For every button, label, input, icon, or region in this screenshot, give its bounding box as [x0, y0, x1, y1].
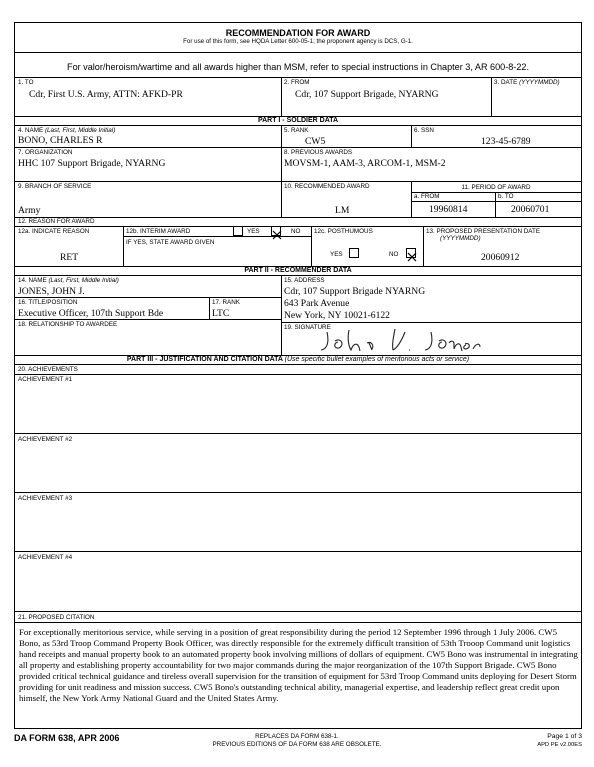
replaces-note: REPLACES DA FORM 638-1. — [255, 733, 339, 740]
citation-text[interactable]: For exceptionally meritorious service, while serving in a position of great responsibility during the period 12 September 1996 through 1 July 2006. CW5 Bono, as 53rd Troop Command Property Book Officer, was directly responsible for the extremely difficult transition of 53th Trooop Command unit logistics hand receipts and manual property book to an automated property book involving millions of dollars of equipment. CW5 Bono was instrumental in integrating all property and establishing property accountability for two major commands during the major reorganization of the 107th Support Brigade. CW5 Bono provided critical technical guidance and tireless overall supervision for the transition of equipment for 53rd Troop Command units deploying for Desert Storm providing for unit readiness and mission success. CW5 Bono's outstanding technical ability, managerial expertise, and leadership reflect great credit upon himself, the New York Army National Guard and the United States Army. — [19, 627, 578, 703]
date-label: 3. DATE (YYYYMMDD) — [494, 79, 560, 86]
position-field[interactable]: Executive Officer, 107th Support Bde — [18, 308, 164, 319]
branch-label: 9. BRANCH OF SERVICE — [18, 183, 92, 190]
achievement-3-label: ACHIEVEMENT #3 — [18, 495, 73, 502]
relationship-field[interactable] — [17, 329, 279, 353]
indicate-reason-label: 12a. INDICATE REASON — [18, 228, 90, 235]
achievement-3-field[interactable] — [17, 504, 579, 550]
form-version: APD PE v2.00ES — [537, 742, 582, 748]
ssn-field[interactable]: 123-45-6789 — [481, 136, 531, 147]
organization-label: 7. ORGANIZATION — [18, 149, 73, 156]
soldier-name-label: 4. NAME (Last, First, Middle Initial) — [18, 127, 116, 134]
address-line-3[interactable]: New York, NY 10021-6122 — [284, 310, 390, 321]
to-label: 1. TO — [18, 79, 34, 86]
posthumous-yes-checkbox[interactable] — [349, 248, 359, 258]
branch-field[interactable]: Army — [18, 205, 41, 216]
signature-label: 19. SIGNATURE — [284, 324, 331, 331]
address-line-1[interactable]: Cdr, 107 Support Brigade NYARNG — [284, 286, 426, 297]
form-id: DA FORM 638, APR 2006 — [14, 733, 120, 743]
achievements-label: 20. ACHIEVEMENTS — [18, 366, 78, 373]
recommender-name-field[interactable]: JONES, JOHN J. — [18, 286, 85, 297]
previous-awards-field[interactable]: MOVSM-1, AAM-3, ARCOM-1, MSM-2 — [284, 158, 446, 169]
interim-no-label: NO — [291, 228, 301, 235]
interim-given-label: IF YES, STATE AWARD GIVEN — [126, 239, 215, 246]
posthumous-no-label: NO — [389, 251, 399, 258]
period-from-label: a. FROM — [414, 193, 440, 200]
achievement-1-field[interactable] — [17, 385, 579, 431]
relationship-label: 18. RELATIONSHIP TO AWARDEE — [18, 321, 118, 328]
reason-label: 12. REASON FOR AWARD — [18, 218, 95, 225]
award-form — [14, 22, 582, 729]
achievement-2-field[interactable] — [17, 445, 579, 491]
interim-yes-checkbox[interactable] — [233, 226, 243, 236]
address-line-2[interactable]: 643 Park Avenue — [284, 298, 350, 309]
period-to-field[interactable]: 20060701 — [511, 204, 550, 215]
recommender-name-label: 14. NAME (Last, First, Middle Initial) — [18, 277, 119, 284]
posthumous-no-checkbox[interactable] — [406, 248, 416, 258]
presentation-date-hint: (YYYYMMDD) — [440, 235, 481, 242]
recommended-award-label: 10. RECOMMENDED AWARD — [284, 183, 370, 190]
recommender-rank-field[interactable]: LTC — [212, 308, 230, 319]
period-from-field[interactable]: 19960814 — [429, 204, 468, 215]
part2-title: PART II - RECOMMENDER DATA — [244, 267, 352, 274]
soldier-name-field[interactable]: BONO, CHARLES R — [18, 135, 103, 146]
posthumous-yes-label: YES — [330, 251, 343, 258]
period-to-label: b. TO — [498, 193, 514, 200]
to-field[interactable]: Cdr, First U.S. Army, ATTN: AFKD-PR — [29, 89, 183, 100]
achievement-4-field[interactable] — [17, 563, 579, 609]
interim-given-field[interactable] — [125, 247, 309, 265]
form-notice: For valor/heroism/wartime and all awards higher than MSM, refer to special instructions in Chapter 3, AR 600-8-22. — [67, 62, 529, 72]
date-field[interactable] — [494, 87, 578, 113]
organization-field[interactable]: HHC 107 Support Brigade, NYARNG — [18, 158, 166, 169]
address-label: 15. ADDRESS — [284, 277, 325, 284]
part1-title: PART I - SOLDIER DATA — [257, 117, 339, 124]
interim-no-checkbox[interactable] — [271, 226, 281, 236]
citation-label: 21. PROPOSED CITATION — [18, 614, 95, 621]
previous-awards-label: 8. PREVIOUS AWARDS — [284, 149, 353, 156]
from-label: 2. FROM — [284, 79, 310, 86]
achievement-4-label: ACHIEVEMENT #4 — [18, 554, 73, 561]
interim-yes-label: YES — [247, 228, 260, 235]
signature — [315, 323, 485, 355]
period-label: 11. PERIOD OF AWARD — [461, 184, 531, 191]
check-x-icon — [272, 230, 282, 240]
obsolete-note: PREVIOUS EDITIONS OF DA FORM 638 ARE OBSOLETE. — [212, 741, 382, 748]
indicate-reason-field[interactable]: RET — [60, 252, 79, 263]
recommended-award-field[interactable]: LM — [335, 205, 350, 216]
achievement-2-label: ACHIEVEMENT #2 — [18, 436, 73, 443]
ssn-label: 6. SSN — [414, 127, 434, 134]
rank-field[interactable]: CW5 — [305, 136, 326, 147]
check-x-icon — [407, 252, 417, 262]
presentation-date-field[interactable]: 20060912 — [481, 252, 520, 263]
form-title: RECOMMENDATION FOR AWARD — [225, 28, 371, 38]
presentation-date-label: 13. PROPOSED PRESENTATION DATE — [426, 228, 541, 235]
page-number: Page 1 of 3 — [547, 733, 582, 740]
achievement-1-label: ACHIEVEMENT #1 — [18, 376, 73, 383]
rank-label: 5. RANK — [284, 127, 309, 134]
position-label: 16. TITLE/POSITION — [18, 299, 78, 306]
form-subtitle: For use of this form, see HQDA Letter 600-05-1; the proponent agency is DCS, G-1. — [183, 38, 413, 45]
part3-title: PART III - JUSTIFICATION AND CITATION DATA (Use specific bullet examples of meritorious acts or service) — [126, 356, 470, 363]
from-field[interactable]: Cdr, 107 Support Brigade, NYARNG — [295, 89, 439, 100]
interim-award-label: 12b. INTERIM AWARD — [126, 228, 191, 235]
recommender-rank-label: 17. RANK — [212, 299, 240, 306]
posthumous-label: 12c. POSTHUMOUS — [314, 228, 373, 235]
handwritten-signature — [315, 323, 485, 355]
